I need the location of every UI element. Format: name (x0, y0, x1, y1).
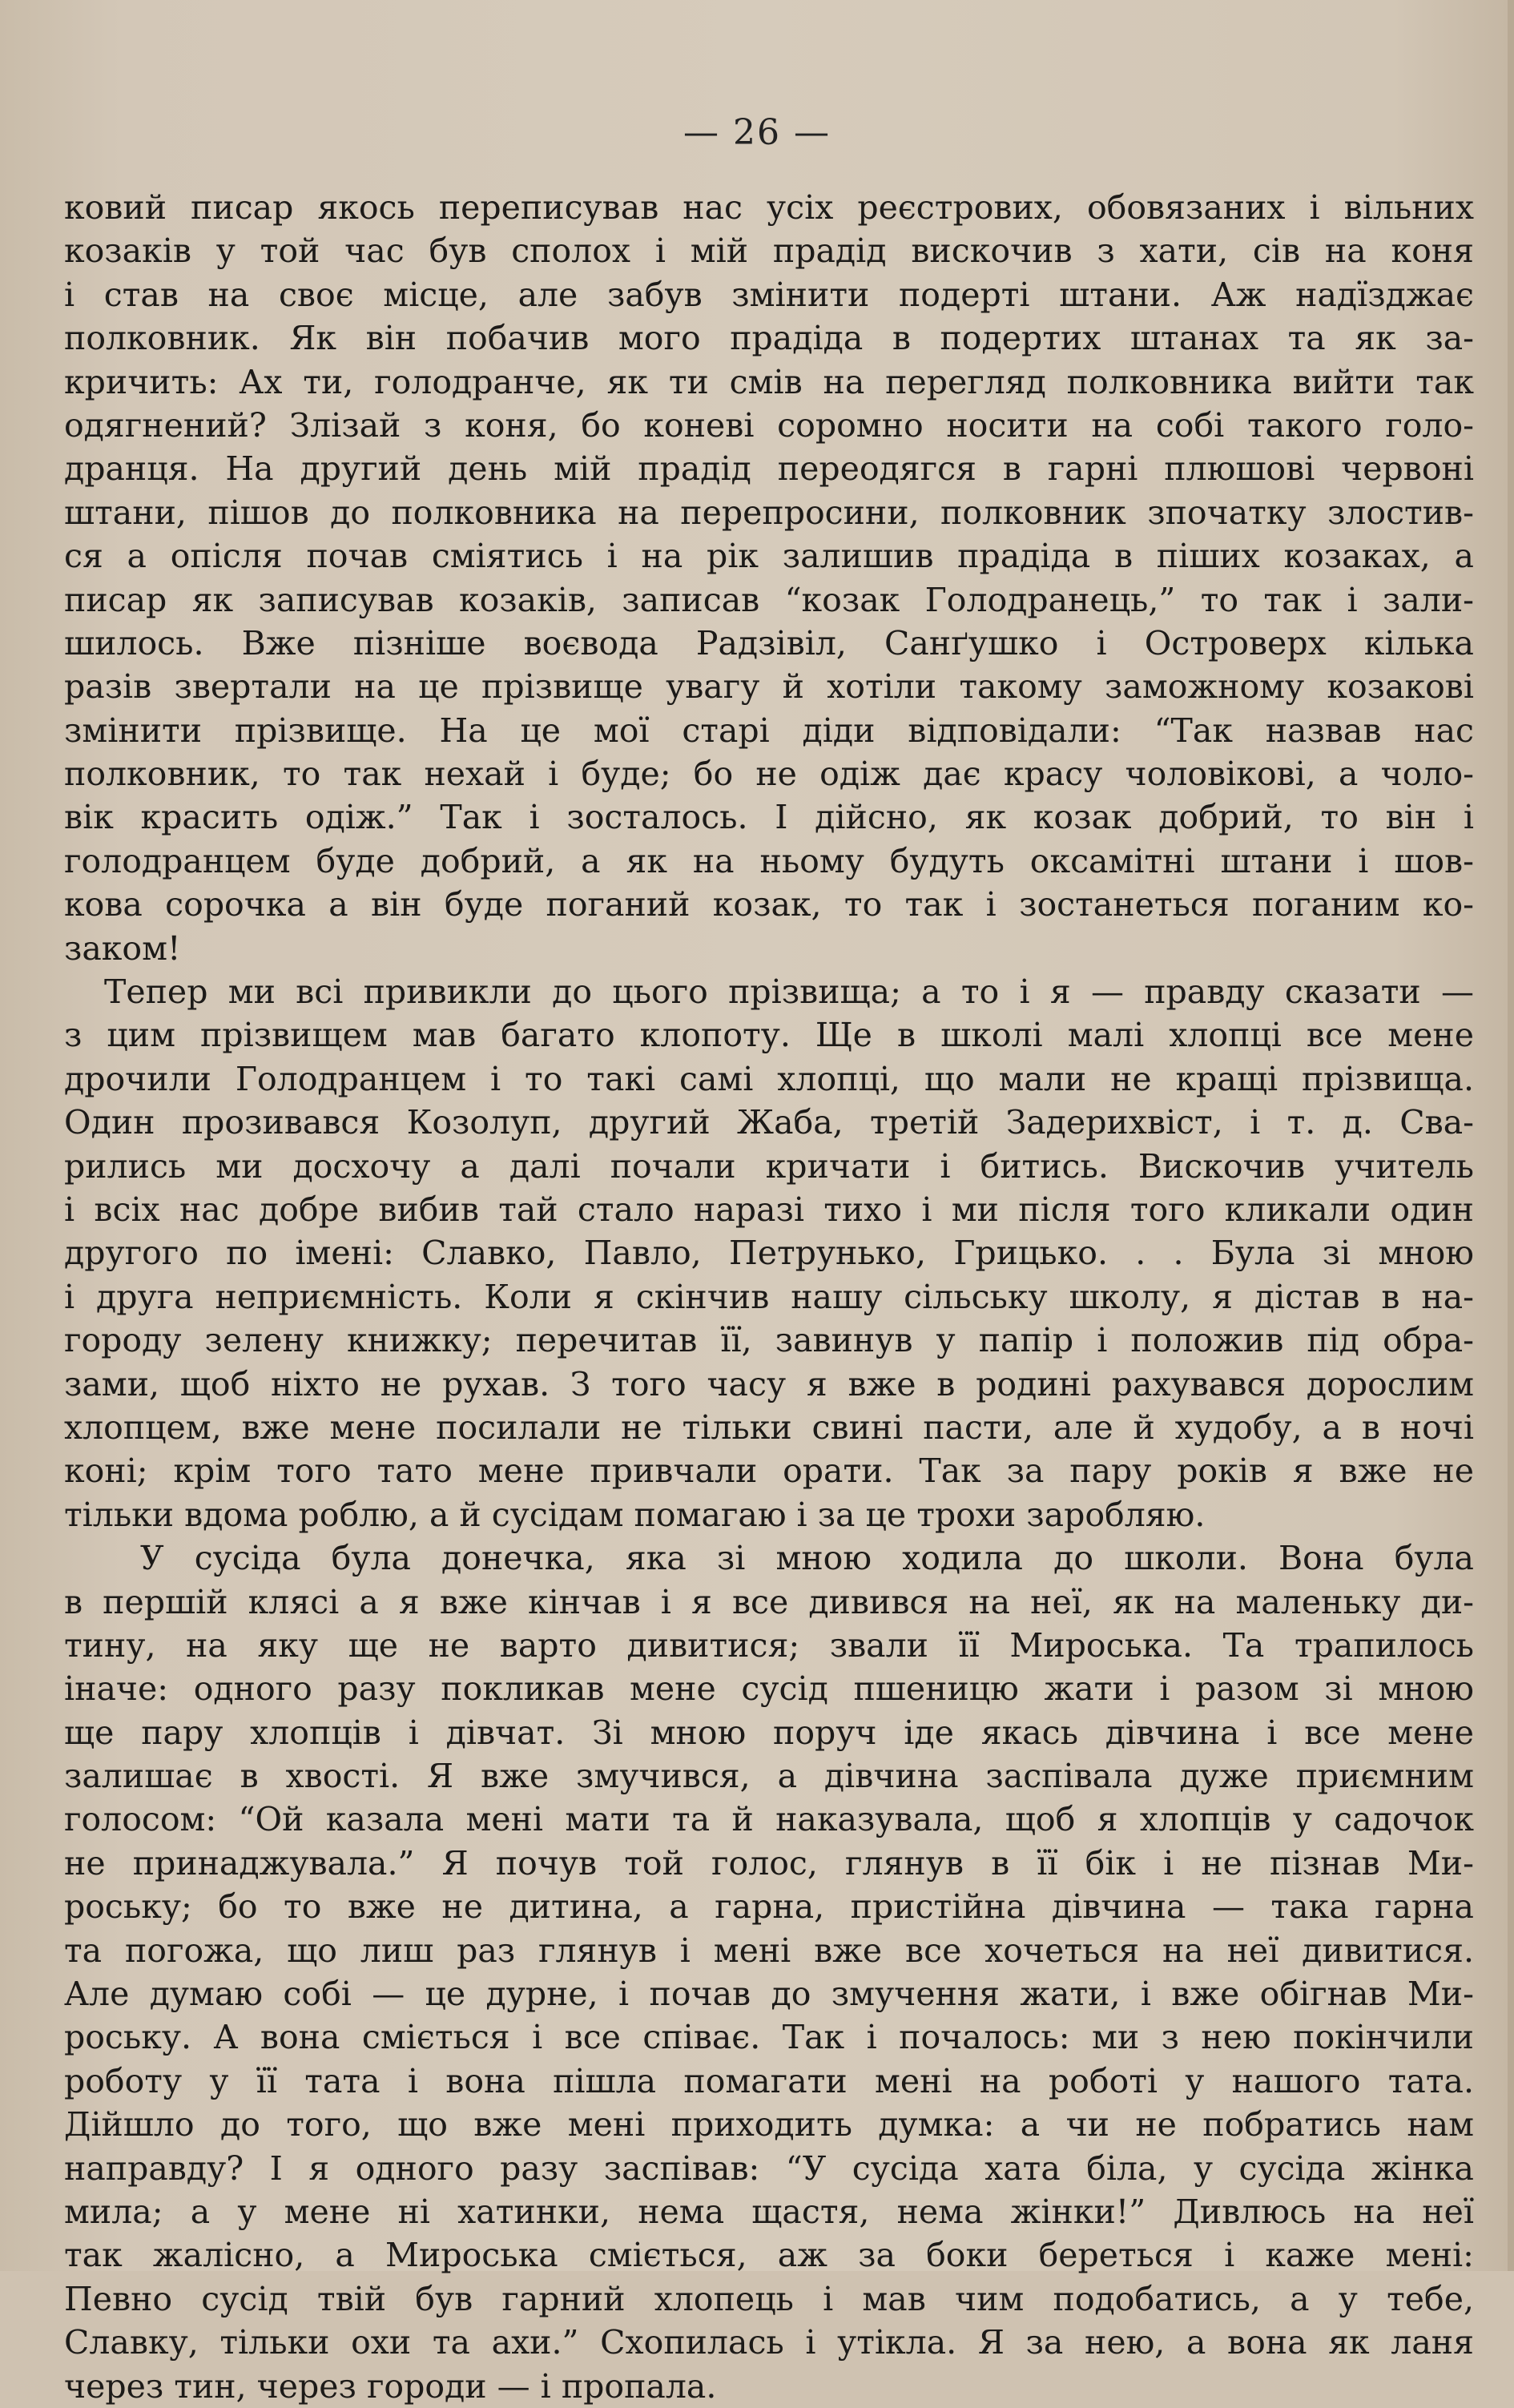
text-line: і став на своє місце, але забув змінити подерті штани. Аж надїзджає (64, 275, 1474, 314)
text-line: разів звертали на це прізвище увагу й хотіли такому заможному козакові (64, 667, 1474, 707)
text-line: через тин, через городи — і пропала. (64, 2366, 717, 2406)
text-line: мила; а у мене ні хатинки, нема щастя, нема жінки!” Дивлюсь на неї (64, 2192, 1474, 2231)
page-edge (1508, 0, 1514, 2271)
page-number: — 26 — (683, 112, 831, 153)
text-line: хлопцем, вже мене посилали не тільки свині пасти, але й худобу, а в ночі (64, 1407, 1474, 1447)
text-line: вік красить одіж.” Так і зосталось. І дійсно, як козак добрий, то він і (64, 798, 1474, 837)
text-line: змінити прізвище. На це мої старі діди відповідали: “Так назвав нас (64, 711, 1474, 750)
text-line: другого по імені: Славко, Павло, Петрунько, Грицько. . . Була зі мною (64, 1234, 1474, 1273)
text-line: ковий писар якось переписував нас усіх реєстрових, обовязаних і вільних (64, 188, 1474, 227)
text-line: роботу у її тата і вона пішла помагати мені на роботі у нашого тата. (64, 2061, 1474, 2100)
text-line: ся а опісля почав сміятись і на рік залишив прадіда в піших козаках, а (64, 537, 1474, 576)
text-line: городу зелену книжку; перечитав її, завинув у папір і положив під обра- (64, 1321, 1474, 1360)
text-line: козаків у той час був сполох і мій прадід вискочив з хати, сів на коня (64, 232, 1474, 271)
text-line: У сусіда була донечка, яка зі мною ходила до школи. Вона була (140, 1539, 1474, 1578)
text-line: Але думаю собі — це дурне, і почав до змучення жати, і вже обігнав Ми- (64, 1975, 1474, 2014)
text-line: кричить: Ах ти, голодранче, як ти смів на перегляд полковника вийти так (64, 362, 1474, 401)
text-line: Славку, тільки охи та ахи.” Схопилась і утікла. Я за нею, а вона як ланя (64, 2323, 1474, 2362)
text-line: Тепер ми всі привикли до цього прізвища; а то і я — правду сказати — (104, 972, 1474, 1012)
text-line: та погожа, що лиш раз глянув і мені вже все хочеться на неї дивитися. (64, 1931, 1474, 1970)
body-text (64, 186, 1474, 2408)
text-line: в першій клясі а я вже кінчав і я все дивився на неї, як на маленьку ди- (64, 1582, 1474, 1621)
text-line: зами, щоб ніхто не рухав. З того часу я вже в родині рахувався дорослим (64, 1364, 1474, 1403)
text-line: роську. А вона сміється і все співає. Так і почалось: ми з нею покінчили (64, 2018, 1474, 2057)
text-line: дрочили Голодранцем і то такі самі хлопці, що мали не кращі прізвища. (64, 1059, 1474, 1098)
text-line: заком! (64, 928, 181, 968)
text-line: одягнений? Злізай з коня, бо коневі соромно носити на собі такого голо- (64, 405, 1474, 445)
text-line: так жалісно, а Мироська сміється, аж за боки береться і каже мені: (64, 2236, 1474, 2275)
text-line: коні; крім того тато мене привчали орати. Так за пару років я вже не (64, 1452, 1474, 1491)
text-line: рились ми досхочу а далі почали кричати і битись. Вискочив учитель (64, 1146, 1474, 1186)
text-line: полковник, то так нехай і буде; бо не одіж дає красу чоловікові, а чоло- (64, 755, 1474, 794)
text-line: не принаджувала.” Я почув той голос, глянув в її бік і не пізнав Ми- (64, 1843, 1474, 1883)
text-line: тільки вдома роблю, а й сусідам помагаю і за це трохи заробляю. (64, 1495, 1206, 1534)
text-line: полковник. Як він побачив мого прадіда в подертих штанах та як за- (64, 319, 1474, 358)
text-line: роську; бо то вже не дитина, а гарна, пристійна дівчина — така гарна (64, 1887, 1474, 1927)
text-line: залишає в хвості. Я вже змучився, а дівчина заспівала дуже приємним (64, 1757, 1474, 1796)
text-line: ще пару хлопців і дівчат. Зі мною поруч іде якась дівчина і все мене (64, 1713, 1474, 1752)
text-line: і всіх нас добре вибив тай стало наразі тихо і ми після того кликали один (64, 1190, 1474, 1229)
text-line: Певно сусід твій був гарний хлопець і мав чим подобатись, а у тебе, (64, 2279, 1474, 2318)
text-line: кова сорочка а він буде поганий козак, то так і зостанеться поганим ко- (64, 885, 1474, 924)
text-line: з цим прізвищем мав багато клопоту. Ще в школі малі хлопці все мене (64, 1016, 1474, 1055)
text-line: Дійшло до того, що вже мені приходить думка: а чи не побратись нам (64, 2105, 1474, 2144)
text-line: іначе: одного разу покликав мене сусід пшеницю жати і разом зі мною (64, 1669, 1474, 1709)
text-line: штани, пішов до полковника на перепросини, полковник зпочатку злостив- (64, 493, 1474, 532)
text-line: тину, на яку ще не варто дивитися; звали її Мироська. Та трапилось (64, 1625, 1474, 1665)
text-line: і друга неприємність. Коли я скінчив нашу сільську школу, я дістав в на- (64, 1277, 1474, 1316)
text-line: голодранцем буде добрий, а як на ньому будуть оксамітні штани і шов- (64, 841, 1474, 880)
text-line: шилось. Вже пізніше воєвода Радзівіл, Санґушко і Островерх кілька (64, 623, 1474, 662)
text-line: писар як записував козаків, записав “козак Голодранець,” то так і зали- (64, 580, 1474, 619)
text-line: Один прозивався Козолуп, другий Жаба, третій Задерихвіст, і т. д. Сва- (64, 1103, 1474, 1142)
text-line: голосом: “Ой казала мені мати та й наказувала, щоб я хлопців у садочок (64, 1800, 1474, 1839)
text-line: дранця. На другий день мій прадід переодягся в гарні плюшові червоні (64, 449, 1474, 489)
text-line: направду? І я одного разу заспівав: “У сусіда хата біла, у сусіда жінка (64, 2148, 1474, 2188)
